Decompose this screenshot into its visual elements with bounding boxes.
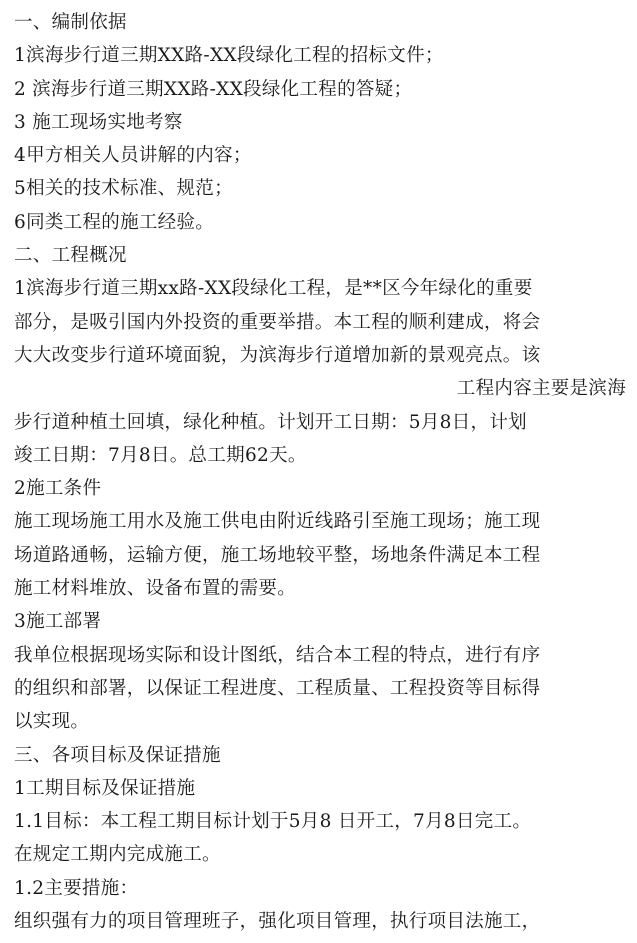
deployment-paragraph-line: 我单位根据现场实际和设计图纸，结合本工程的特点，进行有序 <box>14 644 541 666</box>
deployment-paragraph-line: 以实现。 <box>14 711 90 733</box>
section-heading-goals: 三、各项目标及保证措施 <box>14 744 221 766</box>
basis-item-2: 2 滨海步行道三期XX路-XX段绿化工程的答疑； <box>14 78 413 100</box>
subheading-deployment: 3施工部署 <box>14 611 102 633</box>
basis-item-3: 3 施工现场实地考察 <box>14 111 183 133</box>
document-body <box>14 6 626 938</box>
basis-item-6: 6同类工程的施工经验。 <box>14 211 215 233</box>
overview-paragraph-line: 工程内容主要是滨海 <box>456 378 626 400</box>
subheading-conditions: 2施工条件 <box>14 478 102 500</box>
schedule-goal-line: 1.1目标：本工程工期目标计划于5月8 日开工，7月8日完工。 <box>14 811 532 833</box>
basis-item-4: 4甲方相关人员讲解的内容； <box>14 145 252 167</box>
schedule-goal-line: 在规定工期内完成施工。 <box>14 844 221 866</box>
basis-item-1: 1滨海步行道三期XX路-XX段绿化工程的招标文件； <box>14 45 444 67</box>
subheading-schedule-goal: 1工期目标及保证措施 <box>14 777 196 799</box>
basis-item-5: 5相关的技术标准、规范； <box>14 178 233 200</box>
overview-paragraph-line: 1滨海步行道三期xx路-XX段绿化工程，是**区今年绿化的重要 <box>14 278 533 300</box>
overview-paragraph-line: 部分，是吸引国内外投资的重要举措。本工程的顺利建成，将会 <box>14 311 541 333</box>
conditions-paragraph-line: 施工材料堆放、设备布置的需要。 <box>14 578 297 600</box>
measures-paragraph-line: 组织强有力的项目管理班子，强化项目管理，执行项目法施工， <box>14 911 541 933</box>
conditions-paragraph-line: 施工现场施工用水及施工供电由附近线路引至施工现场；施工现 <box>14 511 541 533</box>
overview-paragraph-line: 步行道种植土回填，绿化种植。计划开工日期：5月8日，计划 <box>14 411 527 433</box>
subheading-main-measures: 1.2主要措施： <box>14 877 139 899</box>
deployment-paragraph-line: 的组织和部署，以保证工程进度、工程质量、工程投资等目标得 <box>14 677 541 699</box>
overview-paragraph-line: 大大改变步行道环境面貌，为滨海步行道增加新的景观亮点。该 <box>14 344 541 366</box>
overview-paragraph-line: 竣工日期：7月8日。总工期62天。 <box>14 444 307 466</box>
section-heading-overview: 二、工程概况 <box>14 245 127 267</box>
conditions-paragraph-line: 场道路通畅，运输方便，施工场地较平整，场地条件满足本工程 <box>14 544 541 566</box>
section-heading-basis: 一、编制依据 <box>14 12 127 33</box>
